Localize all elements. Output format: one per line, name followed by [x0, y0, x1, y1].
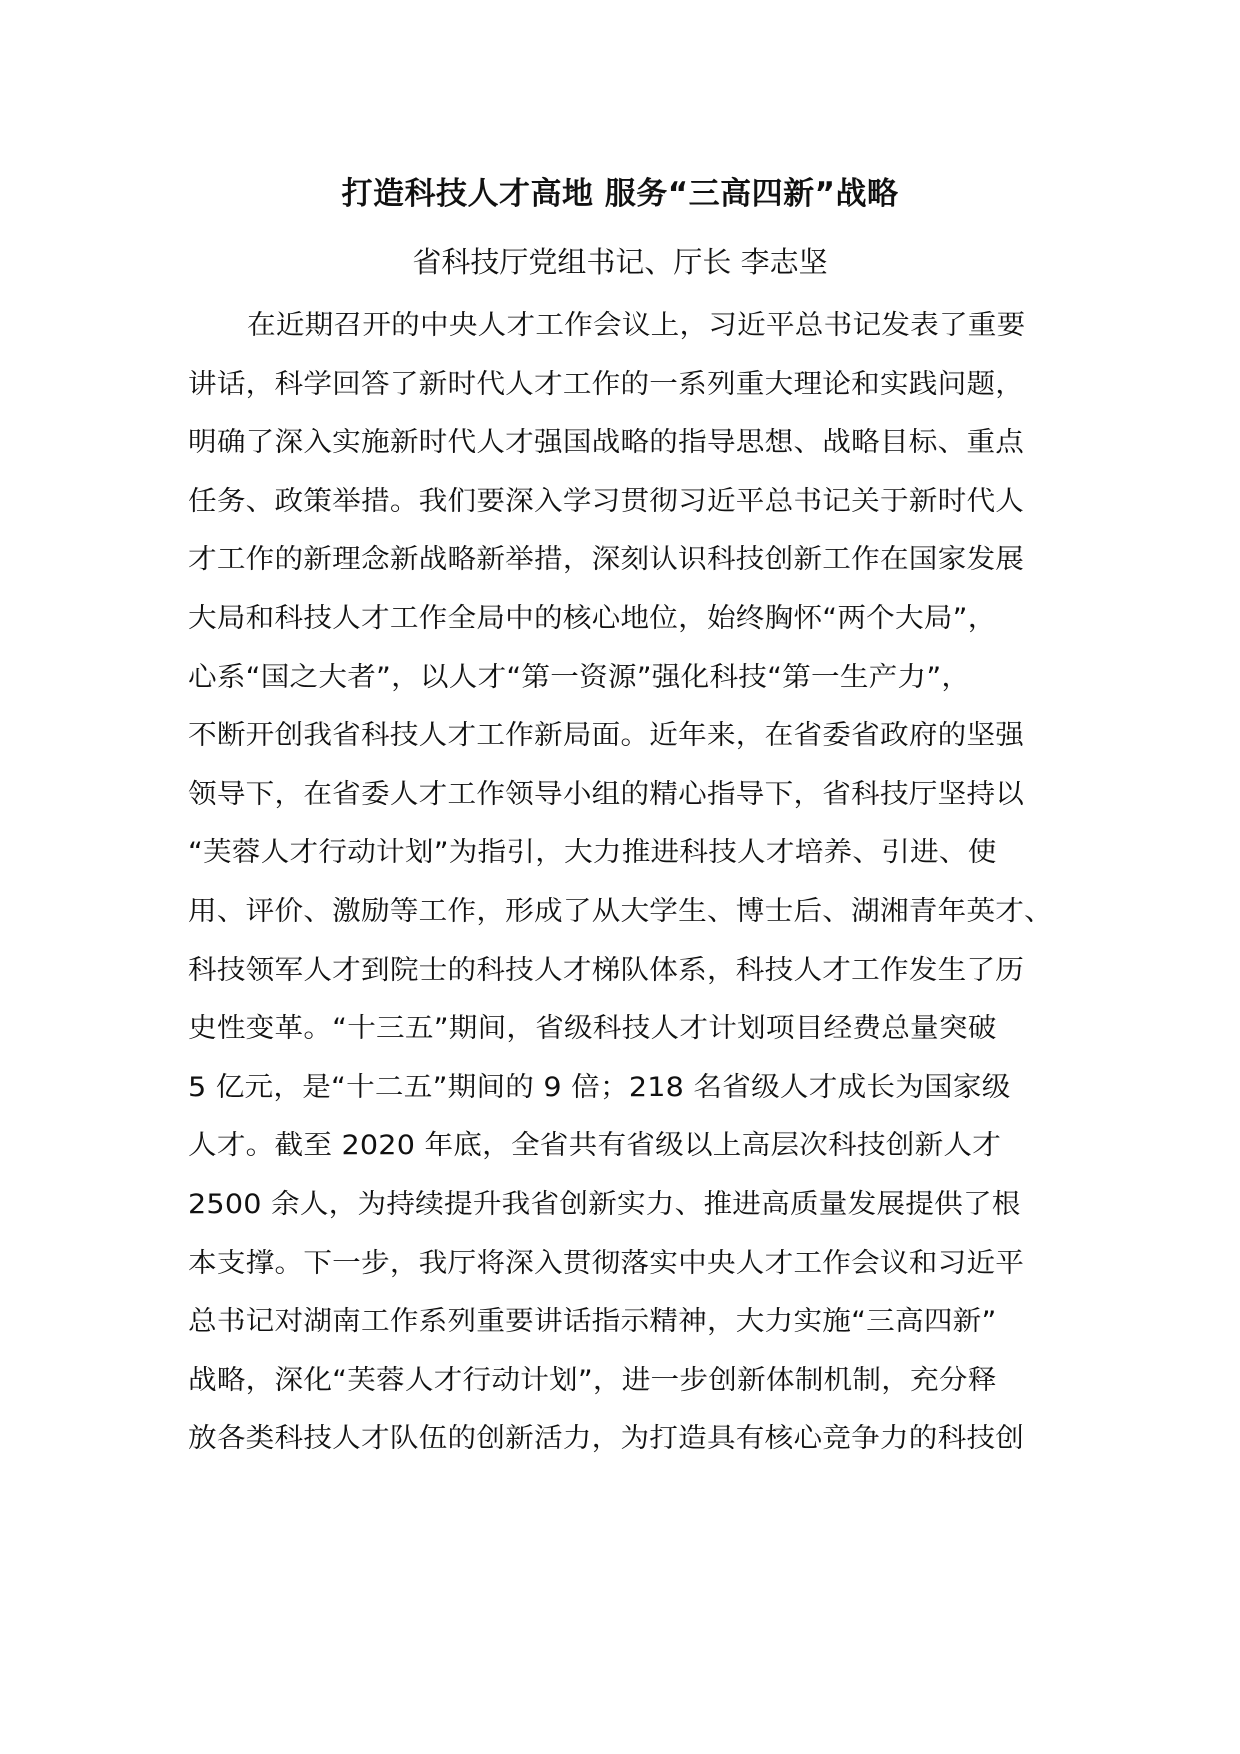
- paragraph-first-line: 在近期召开的中央人才工作会议上，习近平总书记发表了重要: [247, 310, 1026, 341]
- paragraph-line: 心系“国之大者”，以人才“第一资源”强化科技“第一生产力”，: [188, 661, 971, 693]
- paragraph-line: 才工作的新理念新战略新举措，深刻认识科技创新工作在国家发展: [188, 544, 1025, 576]
- paragraph-line: 史性变革。“十三五”期间，省级科技人才计划项目经费总量突破: [188, 1013, 997, 1045]
- paragraph-line: 人才。截至 2020 年底，全省共有省级以上高层次科技创新人才: [188, 1130, 1002, 1162]
- paragraph-line: 放各类科技人才队伍的创新活力，为打造具有核心竞争力的科技创: [188, 1423, 1025, 1455]
- paragraph-line: 科技领军人才到院士的科技人才梯队体系，科技人才工作发生了历: [188, 954, 1025, 986]
- paragraph-line: 总书记对湖南工作系列重要讲话指示精神，大力实施“三高四新”: [188, 1306, 997, 1338]
- paragraph-line: 明确了深入实施新时代人才强国战略的指导思想、战略目标、重点: [188, 427, 1025, 459]
- paragraph-line: 讲话，科学回答了新时代人才工作的一系列重大理论和实践问题，: [188, 368, 1025, 400]
- paragraph-line: 大局和科技人才工作全局中的核心地位，始终胸怀“两个大局”，: [188, 603, 997, 634]
- paragraph-line: “芙蓉人才行动计划”为指引，大力推进科技人才培养、引进、使: [188, 837, 997, 869]
- document-title: 打造科技人才高地 服务“三高四新”战略: [341, 176, 899, 212]
- author-byline: 省科技厅党组书记、厅长 李志坚: [412, 245, 828, 279]
- paragraph-line: 领导下，在省委人才工作领导小组的精心指导下，省科技厅坚持以: [188, 778, 1025, 810]
- paragraph-line: 5 亿元，是“十二五”期间的 9 倍；218 名省级人才成长为国家级: [188, 1071, 1011, 1103]
- paragraph-line: 不断开创我省科技人才工作新局面。近年来，在省委省政府的坚强: [188, 720, 1025, 752]
- paragraph-line: 本支撑。下一步，我厅将深入贯彻落实中央人才工作会议和习近平: [188, 1247, 1025, 1279]
- paragraph-line: 用、评价、激励等工作，形成了从大学生、博士后、湖湘青年英才、: [188, 896, 1053, 927]
- paragraph-line: 2500 余人，为持续提升我省创新实力、推进高质量发展提供了根: [188, 1189, 1021, 1220]
- paragraph-line: 战略，深化“芙蓉人才行动计划”，进一步创新体制机制，充分释: [188, 1364, 997, 1396]
- paragraph-line: 任务、政策举措。我们要深入学习贯彻习近平总书记关于新时代人: [188, 485, 1025, 517]
